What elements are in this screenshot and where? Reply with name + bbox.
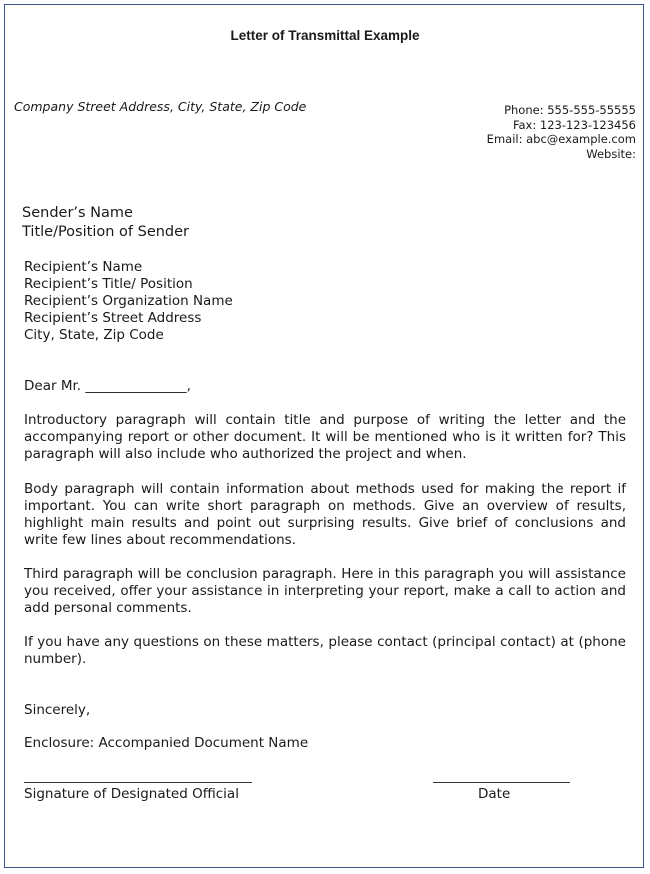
contact-block [487,103,636,161]
recipient-name: Recipient’s Name [24,259,143,275]
contact-fax: Fax: 123-123-123456 [512,117,636,132]
recipient-block [24,259,233,344]
closing: Sincerely, [24,702,91,718]
sender-name: Sender’s Name [22,205,133,221]
signature-line [24,782,252,783]
signature-label: Signature of Designated Official [24,786,239,802]
recipient-title: Recipient’s Title/ Position [24,276,193,292]
date-line [433,782,570,783]
enclosure-line: Enclosure: Accompanied Document Name [24,735,309,751]
intro-paragraph: Introductory paragraph will contain title and purpose of writing the letter and the accompanying report or other document. It will be mentioned who is it written for? This paragraph will also include who authorized the project and when. [24,412,626,462]
recipient-organization: Recipient’s Organization Name [24,293,233,309]
recipient-street: Recipient’s Street Address [24,310,202,326]
contact-phone: Phone: 555-555-55555 [504,103,636,117]
date-label: Date [478,786,511,802]
document-title: Letter of Transmittal Example [230,28,420,43]
salutation: Dear Mr. _______________, [24,378,191,394]
sender-block [22,204,189,242]
contact-website: Website: [586,146,636,161]
recipient-city: City, State, Zip Code [24,327,164,343]
conclusion-paragraph: Third paragraph will be conclusion paragraph. Here in this paragraph you will assistance you received, offer your assistance in interpreting your report, make a call to action and add personal comments. [24,566,626,616]
body-paragraph: Body paragraph will contain information about methods used for making the report if important. You can write short paragraph on methods. Give an overview of results, highlight main results and point out surprising results. Give brief of conclusions and write few lines about recommendations. [24,481,626,548]
contact-email: Email: abc@example.com [486,132,636,146]
contact-paragraph: If you have any questions on these matters, please contact (principal contact) at (phone number). [24,634,626,667]
company-address: Company Street Address, City, State, Zip Code [14,99,307,114]
sender-title: Title/Position of Sender [22,224,190,240]
